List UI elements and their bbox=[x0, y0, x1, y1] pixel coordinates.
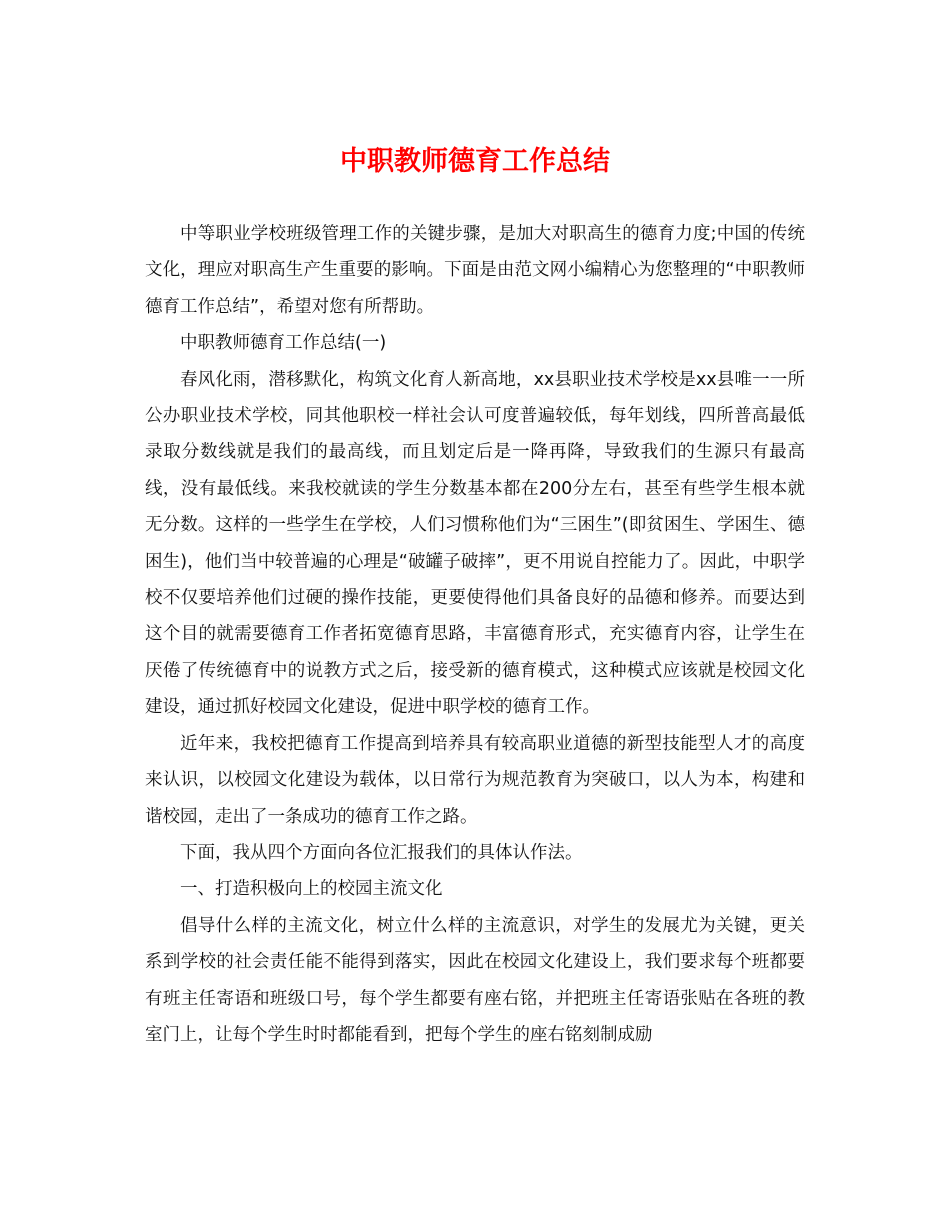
body-paragraph: 春风化雨，潜移默化，构筑文化育人新高地，xx县职业技术学校是xx县唯一一所公办职业技术学校，同其他职校一样社会认可度普遍较低，每年划线，四所普高最低录取分数线就是我们的最高线，而且划定后是一降再降，导致我们的生源只有最高线，没有最低线。来我校就读的学生分数基本都在200分左右，甚至有些学生根本就无分数。这样的一些学生在学校，人们习惯称他们为“三困生”(即贫困生、学困生、德困生)，他们当中较普遍的心理是“破罐子破摔”，更不用说自控能力了。因此，中职学校不仅要培养他们过硬的操作技能，更要使得他们具备良好的品德和修养。而要达到这个目的就需要德育工作者拓宽德育思路，丰富德育形式，充实德育内容，让学生在厌倦了传统德育中的说教方式之后，接受新的德育模式，这种模式应该就是校园文化建设，通过抓好校园文化建设，促进中职学校的德育工作。 bbox=[145, 369, 805, 718]
subsection-heading: 一、打造积极向上的校园主流文化 bbox=[180, 879, 443, 900]
section-heading-one: 中职教师德育工作总结(一) bbox=[180, 333, 387, 354]
body-paragraph: 下面，我从四个方面向各位汇报我们的具体认作法。 bbox=[180, 842, 583, 863]
intro-paragraph: 中等职业学校班级管理工作的关键步骤，是加大对职高生的德育力度;中国的传统文化，理应对职高生产生重要的影响。下面是由范文网小编精心为您整理的“中职教师德育工作总结”，希望对您有所帮助。 bbox=[145, 224, 805, 317]
document-body bbox=[145, 216, 805, 1053]
body-paragraph: 近年来，我校把德育工作提高到培养具有较高职业道德的新型技能型人才的高度来认识，以校园文化建设为载体，以日常行为规范教育为突破口，以人为本，构建和谐校园，走出了一条成功的德育工作之路。 bbox=[145, 733, 805, 827]
body-paragraph: 倡导什么样的主流文化，树立什么样的主流意识，对学生的发展尤为关键，更关系到学校的社会责任能不能得到落实，因此在校园文化建设上，我们要求每个班都要有班主任寄语和班级口号，每个学生都要有座右铭，并把班主任寄语张贴在各班的教室门上，让每个学生时时都能看到，把每个学生的座右铭刻制成励 bbox=[145, 915, 805, 1045]
document-title: 中职教师德育工作总结 bbox=[340, 146, 610, 177]
